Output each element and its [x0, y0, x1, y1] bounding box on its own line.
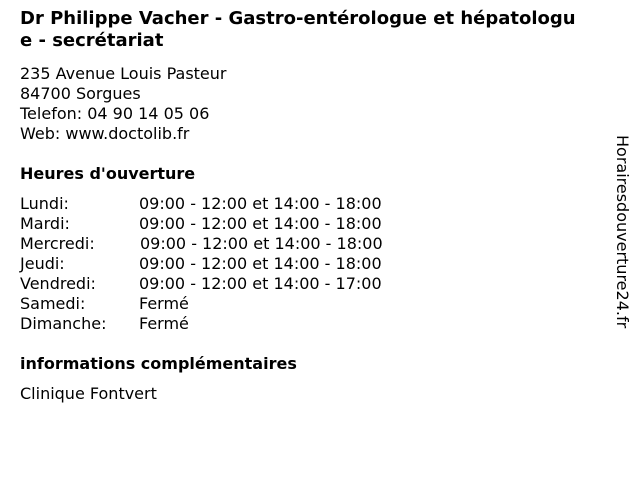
- day-label: Lundi:: [20, 194, 69, 213]
- time-value: 09:00 - 12:00 et 14:00 - 17:00: [139, 274, 382, 293]
- address-block: [20, 64, 227, 144]
- day-label: Samedi:: [20, 294, 86, 313]
- time-value: 09:00 - 12:00 et 14:00 - 18:00: [139, 214, 382, 233]
- site-watermark: Horairesdouverture24.fr: [613, 135, 632, 329]
- time-value: 09:00 - 12:00 et 14:00 - 18:00: [139, 194, 382, 213]
- day-label: Dimanche:: [20, 314, 107, 333]
- time-value: Fermé: [139, 314, 189, 333]
- additional-info-text: Clinique Fontvert: [20, 384, 157, 403]
- time-value: 09:00 - 12:00 et 14:00 - 18:00: [140, 234, 383, 253]
- day-label: Vendredi:: [20, 274, 96, 293]
- phone-number: Telefon: 04 90 14 05 06: [20, 104, 210, 123]
- address-street: 235 Avenue Louis Pasteur: [20, 64, 227, 83]
- opening-hours-heading: Heures d'ouverture: [20, 164, 196, 183]
- day-label: Jeudi:: [20, 254, 65, 273]
- day-label: Mercredi:: [20, 234, 95, 253]
- time-value: 09:00 - 12:00 et 14:00 - 18:00: [139, 254, 382, 273]
- page-title: Dr Philippe Vacher - Gastro-entérologue et hépatologue - secrétariat: [20, 8, 576, 51]
- additional-info-heading: informations complémentaires: [20, 354, 297, 373]
- address-city: 84700 Sorgues: [20, 84, 141, 103]
- website: Web: www.doctolib.fr: [20, 124, 190, 143]
- time-value: Fermé: [139, 294, 189, 313]
- day-label: Mardi:: [20, 214, 70, 233]
